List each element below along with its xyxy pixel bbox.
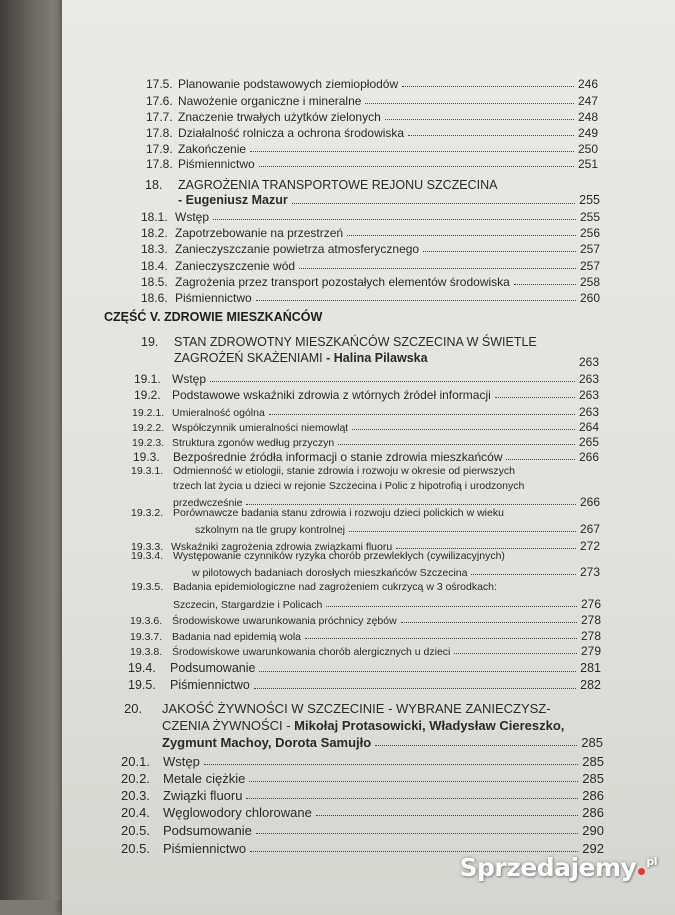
toc-number: 19.3.4. — [131, 550, 164, 562]
chapter-author: - Eugeniusz Mazur — [178, 193, 288, 207]
chapter-title-continued — [162, 719, 564, 732]
chapter-author-line — [178, 194, 600, 207]
toc-number: 17.9. — [146, 142, 173, 156]
toc-number: 17.6. — [146, 94, 173, 108]
toc-title: Środowiskowe uwarunkowania chorób alergicznych u dzieci — [172, 645, 451, 658]
dot-leader — [396, 547, 576, 549]
toc-title: Związki fluoru — [163, 788, 243, 803]
dot-leader — [299, 267, 576, 269]
toc-title: Zapotrzebowanie na przestrzeń — [175, 226, 344, 240]
dot-leader — [506, 458, 574, 460]
toc-title: Zanieczyszczenie wód — [175, 259, 296, 273]
toc-page: 260 — [579, 291, 600, 305]
dot-leader — [250, 850, 578, 852]
toc-number: 18.6. — [141, 291, 168, 305]
dot-leader — [402, 85, 574, 87]
toc-number: 18.5. — [141, 275, 168, 289]
toc-page: 265 — [578, 435, 599, 449]
toc-number: 20.4. — [121, 805, 150, 820]
toc-entry — [132, 436, 599, 448]
dot-leader — [259, 670, 576, 672]
toc-title: Występowanie czynników ryzyka chorób przewlekłych (cywilizacyjnych) — [173, 550, 505, 562]
dot-leader — [385, 118, 574, 120]
toc-entry — [130, 614, 601, 626]
toc-title: Podsumowanie — [163, 823, 252, 838]
toc-page: 258 — [579, 275, 600, 289]
toc-page: 267 — [579, 522, 600, 536]
toc-entry — [146, 143, 598, 155]
toc-entry — [141, 276, 600, 288]
toc-title-continued: w pilotowych badaniach dorosłych mieszkańców Szczecina — [192, 566, 468, 579]
toc-page: 278 — [580, 613, 601, 627]
toc-number: 20.5. — [121, 823, 150, 838]
chapter-title: JAKOŚĆ ŻYWNOŚCI W SZCZECINIE - WYBRANE ZANIECZYSZ- — [162, 701, 551, 716]
dot-icon — [638, 868, 645, 875]
toc-page: 256 — [579, 226, 600, 240]
toc-title: Odmienność w etiologii, stanie zdrowia i rozwoju w okresie od pierwszych — [173, 465, 515, 477]
toc-entry — [130, 645, 601, 657]
toc-title: Bezpośrednie źródła informacji o stanie zdrowia mieszkańców — [173, 450, 503, 464]
toc-entry — [121, 755, 604, 768]
chapter-number: 19. — [141, 335, 159, 349]
dot-leader — [269, 413, 575, 415]
toc-number: 20.1. — [121, 754, 150, 769]
toc-title: Podsumowanie — [170, 661, 256, 675]
toc-page: 282 — [580, 678, 601, 692]
toc-entry — [121, 824, 604, 837]
chapter-number: 20. — [124, 701, 143, 716]
dot-leader — [401, 621, 577, 623]
dot-leader — [259, 165, 574, 167]
toc-title: Badania nad epidemią wola — [172, 630, 302, 643]
toc-number: 20.2. — [121, 771, 150, 786]
toc-title: Zanieczyszczanie powietrza atmosferycznego — [175, 242, 420, 256]
toc-entry — [121, 772, 604, 785]
toc-page: 250 — [577, 142, 598, 156]
toc-entry — [121, 806, 604, 819]
dot-leader — [254, 687, 576, 689]
toc-number: 17.8. — [146, 157, 173, 171]
toc-title: Środowiskowe uwarunkowania próchnicy zębów — [172, 614, 397, 627]
toc-page: 285 — [581, 735, 603, 750]
toc-title: Wstęp — [172, 372, 207, 386]
dot-leader — [213, 218, 576, 220]
toc-page: 279 — [580, 644, 601, 658]
toc-number: 19.2. — [134, 388, 161, 402]
dot-leader — [338, 443, 575, 445]
toc-title: Porównawcze badania stanu zdrowia i rozwoju dzieci polickich w wieku — [173, 507, 504, 519]
chapter-author: - Halina Pilawska — [326, 351, 428, 365]
dot-leader — [352, 428, 575, 430]
toc-page: 251 — [577, 157, 598, 171]
toc-page: 255 — [579, 210, 600, 224]
toc-title: Podstawowe wskaźniki zdrowia z wtórnych źródeł informacji — [172, 388, 491, 402]
toc-page: 281 — [580, 661, 601, 675]
toc-page: 286 — [582, 805, 604, 820]
dot-leader — [246, 797, 578, 799]
toc-page: 264 — [578, 420, 599, 434]
toc-entry — [130, 630, 601, 642]
toc-number: 19.1. — [134, 372, 161, 386]
toc-page: 286 — [582, 788, 604, 803]
toc-number: 18.1. — [141, 210, 168, 224]
toc-title: Współczynnik umieralności niemowląt — [172, 421, 349, 434]
dot-leader — [375, 744, 577, 746]
toc-number: 17.7. — [146, 110, 173, 124]
chapter-title-part: ZAGROŻEŃ SKAŻENIAMI — [174, 351, 323, 365]
toc-number: 18.4. — [141, 259, 168, 273]
toc-title: Badania epidemiologiczne nad zagrożeniem cukrzycą w 3 ośrodkach: — [173, 581, 497, 593]
toc-page: 266 — [579, 495, 600, 509]
dot-leader — [210, 380, 575, 382]
toc-entry — [141, 243, 600, 255]
dot-leader — [256, 832, 578, 834]
toc-entry — [121, 789, 604, 802]
toc-number: 17.5. — [146, 77, 173, 91]
toc-page: 255 — [579, 193, 600, 207]
toc-page: 248 — [577, 110, 598, 124]
toc-entry — [141, 260, 600, 272]
toc-number: 19.4. — [128, 661, 156, 675]
chapter-authors: Mikołaj Protasowicki, Władysław Ciereszko, — [294, 718, 565, 733]
toc-page: 257 — [579, 259, 600, 273]
watermark-tld: pl — [646, 855, 657, 868]
toc-title: Wskaźniki zagrożenia zdrowia związkami fluoru — [171, 540, 393, 553]
dot-leader — [514, 283, 576, 285]
toc-entry — [146, 78, 598, 90]
toc-entry — [141, 227, 600, 239]
toc-entry-tail — [192, 566, 600, 578]
toc-page: 263 — [578, 388, 599, 402]
toc-number: 19.3.6. — [130, 614, 163, 627]
toc-title: Piśmiennictwo — [175, 291, 252, 305]
chapter-title: STAN ZDROWOTNY MIESZKAŃCÓW SZCZECINA W ŚWIETLE — [174, 335, 537, 349]
toc-number: 19.3.2. — [131, 507, 164, 519]
dot-leader — [423, 250, 576, 252]
toc-page: 273 — [579, 565, 600, 579]
toc-entry — [146, 158, 598, 170]
toc-title-continued: przedwcześnie — [173, 496, 243, 509]
dot-leader — [305, 637, 577, 639]
toc-entry-tail — [195, 523, 600, 535]
toc-entry — [146, 111, 598, 123]
toc-number: 19.5. — [128, 678, 156, 692]
toc-entry — [128, 679, 601, 692]
toc-number: 18.2. — [141, 226, 168, 240]
chapter-title-part: CZENIA ŻYWNOŚCI - — [162, 718, 295, 733]
chapter-author-line — [162, 736, 603, 749]
toc-title: Nawożenie organiczne i mineralne — [178, 94, 362, 108]
toc-number: 18.3. — [141, 242, 168, 256]
toc-title: Zagrożenia przez transport pozostałych elementów środowiska — [175, 275, 510, 289]
toc-entry — [146, 95, 598, 107]
toc-entry — [134, 373, 599, 385]
toc-title: Węglowodory chlorowane — [163, 805, 312, 820]
toc-title: Piśmiennictwo — [163, 841, 247, 856]
toc-title: Wstęp — [175, 210, 210, 224]
toc-page: 292 — [582, 841, 604, 856]
dot-leader — [349, 530, 576, 532]
toc-title: Piśmiennictwo — [170, 678, 250, 692]
chapter-title: ZAGROŻENIA TRANSPORTOWE REJONU SZCZECINA — [178, 178, 498, 192]
toc-number: 19.2.3. — [132, 436, 165, 449]
toc-number: 17.8. — [146, 126, 173, 140]
toc-page: 263 — [578, 405, 599, 419]
toc-page: 272 — [579, 539, 600, 553]
dot-leader — [495, 396, 575, 398]
toc-number: 19.3.1. — [131, 465, 164, 477]
dot-leader — [347, 234, 576, 236]
dot-leader — [365, 102, 574, 104]
toc-entry-tail — [173, 598, 601, 610]
chapter-number: 18. — [145, 178, 163, 192]
part-heading: CZĘŚĆ V. ZDROWIE MIESZKAŃCÓW — [104, 310, 323, 324]
toc-number: 19.3. — [133, 450, 160, 464]
toc-page: 263 — [578, 372, 599, 386]
watermark-logo — [459, 853, 657, 882]
toc-page: 276 — [580, 597, 601, 611]
toc-page: 278 — [580, 629, 601, 643]
toc-title: Wstęp — [163, 754, 200, 769]
toc-number: 19.3.7. — [130, 630, 163, 643]
chapter-authors: Zygmunt Machoy, Dorota Samujło — [162, 735, 372, 750]
dot-leader — [204, 763, 578, 765]
toc-number: 19.2.1. — [132, 406, 165, 419]
toc-entry — [132, 421, 599, 433]
toc-title: Działalność rolnicza a ochrona środowiska — [178, 126, 405, 140]
toc-number: 19.3.5. — [131, 581, 164, 593]
toc-page: 249 — [577, 126, 598, 140]
toc-page: 257 — [579, 242, 600, 256]
toc-entry — [132, 406, 599, 418]
toc-title: Metale ciężkie — [163, 771, 246, 786]
dot-leader — [454, 652, 577, 654]
toc-page: 285 — [582, 771, 604, 786]
toc-page: 285 — [582, 754, 604, 769]
toc-page: 247 — [577, 94, 598, 108]
dot-leader — [471, 573, 576, 575]
dot-leader — [256, 299, 576, 301]
toc-entry — [146, 127, 598, 139]
toc-title: Zakończenie — [178, 142, 247, 156]
toc-page: 290 — [582, 823, 604, 838]
watermark-text: Sprzedajemy — [459, 853, 637, 882]
toc-number: 19.2.2. — [132, 421, 165, 434]
toc-title-continued: Szczecin, Stargardzie i Policach — [173, 598, 323, 611]
toc-number: 19.3.8. — [130, 645, 163, 658]
toc-page: 263 — [578, 355, 599, 369]
toc-title: Planowanie podstawowych ziemiopłodów — [178, 77, 399, 91]
dot-leader — [316, 814, 578, 816]
toc-entry — [134, 389, 599, 401]
toc-page: 266 — [578, 450, 599, 464]
dot-leader — [249, 780, 578, 782]
toc-entry — [141, 292, 600, 304]
toc-title-continued: szkolnym na tle grupy kontrolnej — [195, 523, 345, 536]
toc-title: Znaczenie trwałych użytków zielonych — [178, 110, 381, 124]
toc-entry — [133, 451, 599, 463]
toc-title: Umieralność ogólna — [172, 406, 265, 419]
dot-leader — [408, 134, 574, 136]
dot-leader — [292, 202, 575, 204]
toc-number: 20.3. — [121, 788, 150, 803]
toc-title: Piśmiennictwo — [178, 157, 255, 171]
toc-title-continued: trzech lat życia u dzieci w rejonie Szczecina i Polic z hipotrofią i urodzonych — [173, 480, 525, 492]
toc-number: 19.3.3. — [131, 540, 164, 553]
toc-entry — [141, 211, 600, 223]
toc-page: 246 — [577, 77, 598, 91]
toc-number: 20.5. — [121, 841, 150, 856]
chapter-page-line — [174, 356, 599, 368]
dot-leader — [326, 605, 577, 607]
toc-entry — [128, 662, 601, 675]
dot-leader — [250, 150, 574, 152]
toc-title: Struktura zgonów według przyczyn — [172, 436, 335, 449]
dot-leader — [246, 503, 576, 505]
